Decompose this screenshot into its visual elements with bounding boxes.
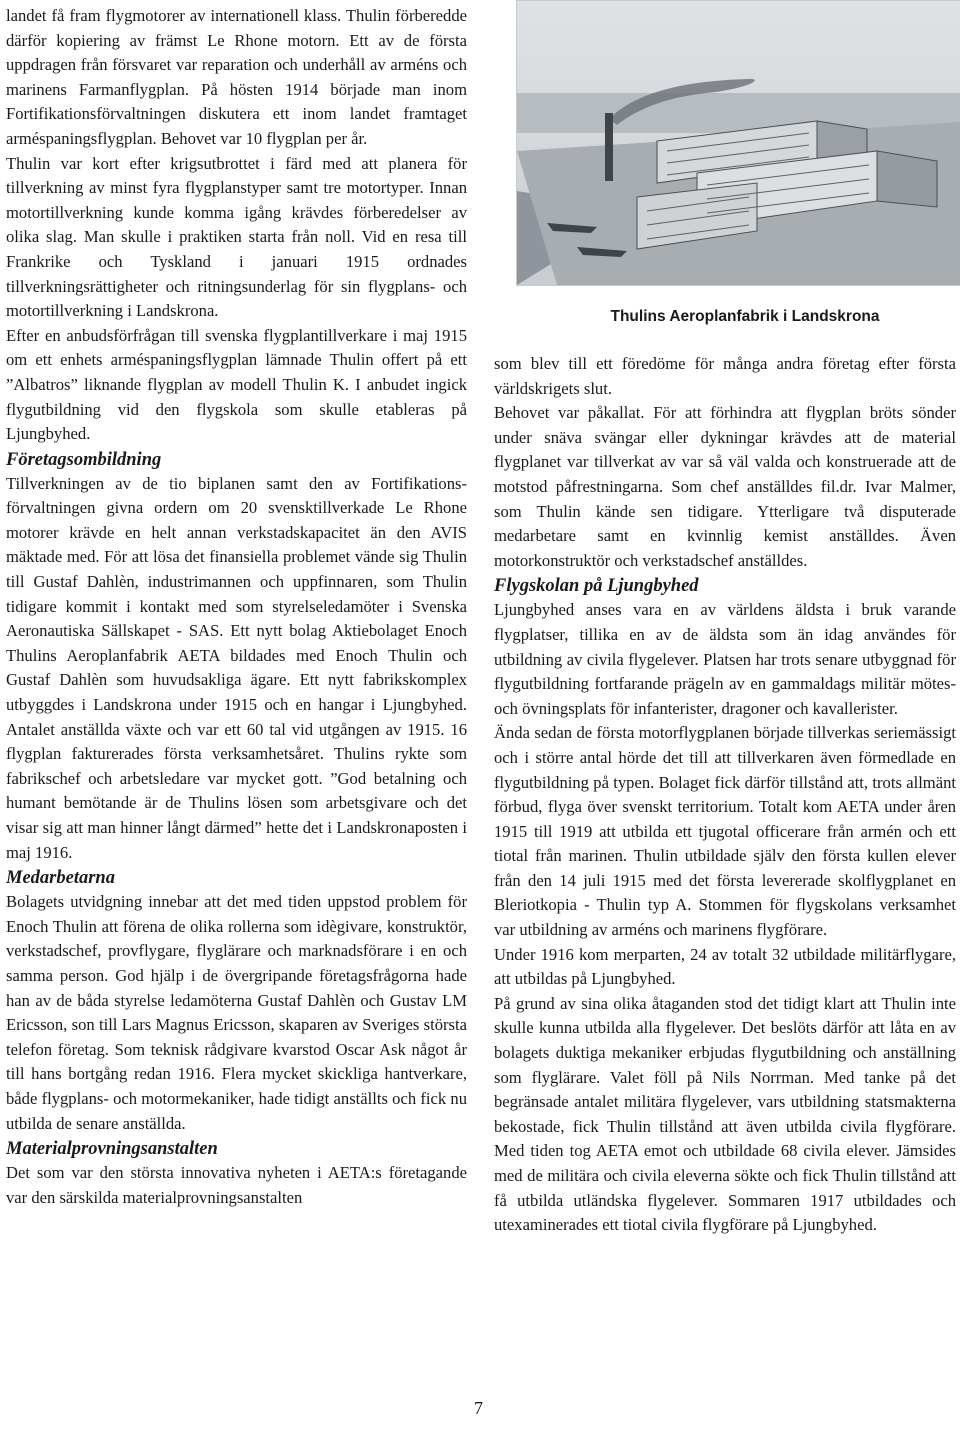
photo-caption: Thulins Aeroplanfabrik i Landskrona xyxy=(610,308,880,325)
paragraph: Bolagets utvidgning innebar att det med tiden uppstod problem för Enoch Thulin att förena de olika rollerna som idègivare, konstruktör, verkstadschef, provflygare, flyglärare och marknadsförare i en och samma person. God hjälp i de övergripande företagsfrågorna hade han av de båda styrelse ledamöterna Gustaf Dahlèn och Gustav LM Ericsson, son till Lars Magnus Ericsson, skaparen av Sveriges största telefon företag. Som teknisk rådgivare kvarstod Oscar Ask något år till hans bortgång redan 1916. Flera mycket skickliga hantverkare, både flygplans- och motormekaniker, hade tidigt anställts och fick nu utbilda de senare anställda. xyxy=(6,892,467,1133)
paragraph: Efter en anbudsförfrågan till svenska flygplantillverkare i maj 1915 om ett enhets arméspaningsflygplan lämnade Thulin offert på ett ”Albatros” liknande flygplan av modell Thulin K. I anbudet ingick flygutbildning vid den flygskola som skulle etableras på Ljungbyhed. xyxy=(6,325,467,444)
section-heading-flygskolan: Flygskolan på Ljungbyhed xyxy=(494,576,699,597)
paragraph: Thulin var kort efter krigsutbrottet i färd med att planera för tillverkning av minst fyra flygplanstyper samt tre motortyper. Innan motortillverkning kunde komma igång krävdes förberedelser av olika slag. Man skulle i praktiken starta från noll. Vid en resa till Frankrike och Tyskland i januari 1915 ordnades tillverkningsrättigheter och ritningsunderlag för sin flygplans- och motortillverkning i Landskrona. xyxy=(6,153,467,321)
section-heading-foretagsombildning: Företagsombildning xyxy=(6,449,162,470)
section-heading-materialprovningsanstalten: Materialprovningsanstalten xyxy=(6,1139,218,1160)
left-column xyxy=(6,4,467,1210)
section-heading-medarbetarna: Medarbetarna xyxy=(6,868,115,889)
paragraph: På grund av sina olika åtaganden stod det tidigt klart att Thulin inte skulle kunna utbilda alla flygelever. Det beslöts därför att låta en av bolagets duktiga mekaniker erbjudas flygutbildning och anställning som flyglärare. Valet föll på Nils Norrman. Med tanke på det begränsade antalet militära flygelever, vars utbildning statsmakterna bekostade, fick Thulin tillstånd att även utbilda civila flygförare. Med tiden tog AETA emot och utbildade 68 civila elever. Jämsides med de militära och civila eleverna sökte och fick Thulin tillstånd att få utbilda utländska flygelever. Sommaren 1917 utbildades och utexaminerades ett tiotal civila flygförare på Ljungbyhed. xyxy=(494,993,956,1235)
paragraph: Under 1916 kom merparten, 24 av totalt 32 utbildade militärflygare, att utbildas på Ljungbyhed. xyxy=(494,944,956,989)
paragraph: Tillverkningen av de tio biplanen samt den av Fortifikations-förvaltningen givna ordern om 20 svensktillverkade Le Rhone motorer krävde en helt annan verkstadskapacitet än den AVIS mäktade med. För att lösa det finansiella problemet vände sig Thulin till Gustaf Dahlèn, industrimannen och uppfinnaren, som Thulin tidigare kommit i kontakt med som styrelseledamöter i Svenska Aeronautiska Sällskapet - SAS. Ett nytt bolag Aktiebolaget Enoch Thulins Aeroplanfabrik AETA bildades med Enoch Thulin och Gustaf Dahlèn som huvudsakliga ägare. Ett nytt fabrikskomplex utbyggdes i Landskrona under 1915 och en hangar i Ljungbyhed. Antalet anställda växte och var ett 60 tal vid utgången av 1915. 16 flygplan fakturerades första verksamhetsåret. Thulins rykte som fabrikschef och arbetsledare var mycket gott. ”God betalning och humant bemötande är de Thulins lösen som arbetsgivare och det visar sig att man hinner långt därmed” hette det i Landskronaposten i maj 1916. xyxy=(6,473,467,862)
paragraph: Behovet var påkallat. För att förhindra att flygplan bröts sönder under snäva svängar eller dykningar krävdes att de material flygplanet var tillverkat av var så väl valda och konstruerade att de motstod påfrestningarna. Som chef anställdes fil.dr. Ivar Malmer, som Thulin kände sen tidigare. Ytterligare två disputerade medarbetare samt en kvinnlig kemist anställdes. Även motorkonstruktör och verkstadschef anställdes. xyxy=(494,403,956,570)
page-number: 7 xyxy=(474,1398,483,1418)
factory-photo xyxy=(516,0,960,286)
paragraph: som blev till ett föredöme för många andra företag efter första världskrigets slut. xyxy=(494,354,956,398)
paragraph: landet få fram flygmotorer av internationell klass. Thulin förberedde därför kopiering av främst Le Rhone motorn. Ett av de första uppdragen från försvaret var reparation och underhåll av arméns och marinens Farmanflygplan. På hösten 1914 började man inom Fortifikationsförvaltningen diskutera ett inom landet framtaget arméspaningsflygplan. Behovet var 10 flygplan per år. xyxy=(6,6,467,148)
paragraph: Ända sedan de första motorflygplanen började tillverkas seriemässigt och i större antal hörde det till att tillverkaren även förmedlade en flygutbildning på typen. Bolaget fick därför tillstånd att, trots allmänt förbud, flyga över svenskt territorium. Totalt kom AETA under åren 1915 till 1919 att utbilda ett tjugotal officerare från armén och ett tiotal från marinen. Thulin utbildade själv den första kullen elever från den 14 juli 1915 med det första levererade skolflygplanet en Bleriotkopia - Thulin typ A. Stommen för flygskolans verksamhet var utbildning av arméns och marinens flygförare. xyxy=(494,723,956,940)
paragraph: Ljungbyhed anses vara en av världens äldsta i bruk varande flygplatser, tillika en av de äldsta som än idag användes för utbildning av civila flygelever. Platsen har trots senare utbyggnad för flygutbildning fortfarande prägeln av en gammaldags militär mötes- och övningsplats för infanterister, dragoner och kavallerister. xyxy=(494,600,956,718)
paragraph: Det som var den största innovativa nyheten i AETA:s företagande var den särskilda materialprovningsanstalten xyxy=(6,1163,467,1207)
right-column xyxy=(494,0,956,1238)
